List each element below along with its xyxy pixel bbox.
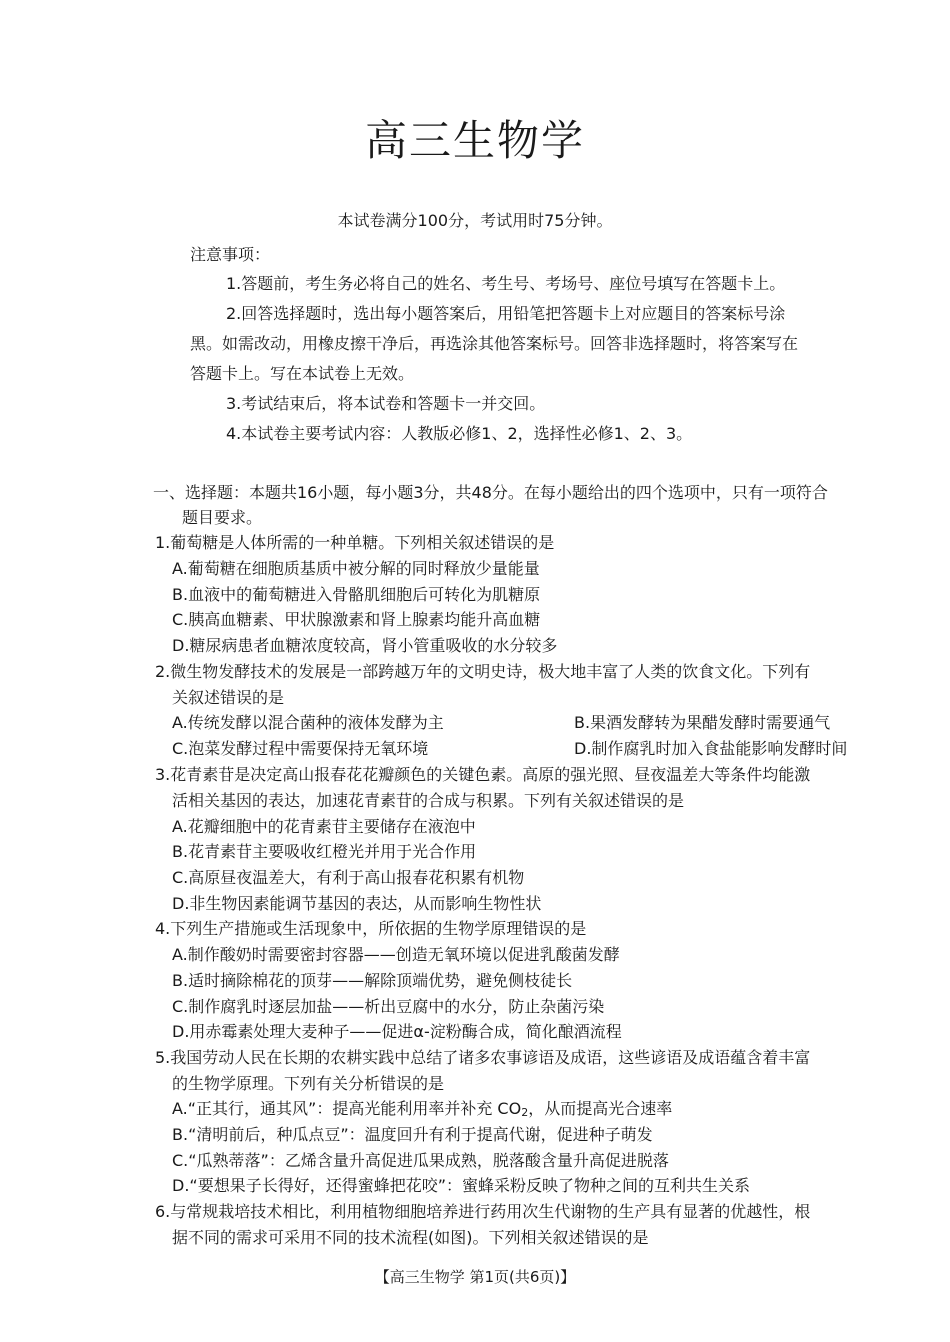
question-stem: 6.与常规栽培技术相比，利用植物细胞培养进行药用次生代谢物的生产具有显著的优越性，根	[155, 1202, 811, 1221]
notice-heading: 注意事项：	[190, 245, 271, 264]
notice-item: 黑。如需改动，用橡皮擦干净后，再选涂其他答案标号。回答非选择题时，将答案写在	[190, 334, 799, 353]
option-b: B.适时摘除棉花的顶芽——解除顶端优势，避免侧枝徒长	[172, 971, 573, 990]
option-b: B.花青素苷主要吸收红橙光并用于光合作用	[172, 842, 477, 861]
option-c: C.高原昼夜温差大，有利于高山报春花积累有机物	[172, 868, 525, 887]
option-b: B.“清明前后，种瓜点豆”：温度回升有利于提高代谢，促进种子萌发	[172, 1125, 653, 1144]
option-d: D.非生物因素能调节基因的表达，从而影响生物性状	[172, 894, 542, 913]
section-heading-cont: 题目要求。	[182, 508, 263, 527]
question-stem: 5.我国劳动人民在长期的农耕实践中总结了诸多农事谚语及成语，这些谚语及成语蕴含着丰富	[155, 1048, 811, 1067]
exam-subtitle: 本试卷满分100分，考试用时75分钟。	[337, 211, 613, 230]
option-b: B.血液中的葡萄糖进入骨骼肌细胞后可转化为肌糖原	[172, 585, 541, 604]
notice-item: 4.本试卷主要考试内容：人教版必修1、2，选择性必修1、2、3。	[226, 424, 693, 443]
option-c: C.泡菜发酵过程中需要保持无氧环境	[172, 739, 429, 758]
option-c: C.制作腐乳时逐层加盐——析出豆腐中的水分，防止杂菌污染	[172, 997, 605, 1016]
option-b: B.果酒发酵转为果醋发酵时需要通气	[574, 713, 831, 732]
option-a	[172, 1098, 672, 1124]
option-c: C.胰高血糖素、甲状腺激素和肾上腺素均能升高血糖	[172, 610, 541, 629]
page-footer: 【高三生物学 第1页(共6页)】	[374, 1268, 576, 1286]
option-d: D.制作腐乳时加入食盐能影响发酵时间	[574, 739, 848, 758]
question-stem-cont: 的生物学原理。下列有关分析错误的是	[172, 1074, 445, 1093]
option-a-text-end: ，从而提高光合速率	[528, 1099, 673, 1118]
question-stem: 1.葡萄糖是人体所需的一种单糖。下列相关叙述错误的是	[155, 533, 555, 552]
question-stem-cont: 关叙述错误的是	[172, 688, 285, 707]
option-d: D.用赤霉素处理大麦种子——促进α-淀粉酶合成，简化酿酒流程	[172, 1022, 622, 1041]
option-a: A.葡萄糖在细胞质基质中被分解的同时释放少量能量	[172, 559, 540, 578]
notice-item: 1.答题前，考生务必将自己的姓名、考生号、考场号、座位号填写在答题卡上。	[226, 274, 786, 293]
notice-item: 2.回答选择题时，选出每小题答案后，用铅笔把答题卡上对应题目的答案标号涂	[226, 304, 786, 323]
co2-subscript: 2	[521, 1106, 529, 1119]
question-stem: 2.微生物发酵技术的发展是一部跨越万年的文明史诗，极大地丰富了人类的饮食文化。下列有	[155, 662, 811, 681]
question-stem-cont: 据不同的需求可采用不同的技术流程(如图)。下列相关叙述错误的是	[172, 1228, 649, 1247]
option-d: D.糖尿病患者血糖浓度较高，肾小管重吸收的水分较多	[172, 636, 558, 655]
option-a-text: A.“正其行，通其风”：提高光能利用率并补充 CO	[172, 1099, 522, 1118]
option-d: D.“要想果子长得好，还得蜜蜂把花咬”：蜜蜂采粉反映了物种之间的互利共生关系	[172, 1176, 750, 1195]
option-c: C.“瓜熟蒂落”：乙烯含量升高促进瓜果成熟，脱落酸含量升高促进脱落	[172, 1151, 669, 1170]
page-title: 高三生物学	[364, 116, 585, 165]
section-heading: 一、选择题：本题共16小题，每小题3分，共48分。在每小题给出的四个选项中，只有一项符合	[153, 483, 828, 502]
question-stem-cont: 活相关基因的表达，加速花青素苷的合成与积累。下列有关叙述错误的是	[172, 791, 685, 810]
question-stem: 3.花青素苷是决定高山报春花花瓣颜色的关键色素。高原的强光照、昼夜温差大等条件均能激	[155, 765, 811, 784]
option-a: A.花瓣细胞中的花青素苷主要储存在液泡中	[172, 817, 476, 836]
option-a: A.制作酸奶时需要密封容器——创造无氧环境以促进乳酸菌发酵	[172, 945, 620, 964]
option-a: A.传统发酵以混合菌种的液体发酵为主	[172, 713, 444, 732]
question-stem: 4.下列生产措施或生活现象中，所依据的生物学原理错误的是	[155, 919, 587, 938]
notice-item: 3.考试结束后，将本试卷和答题卡一并交回。	[226, 394, 546, 413]
notice-item: 答题卡上。写在本试卷上无效。	[190, 364, 415, 383]
